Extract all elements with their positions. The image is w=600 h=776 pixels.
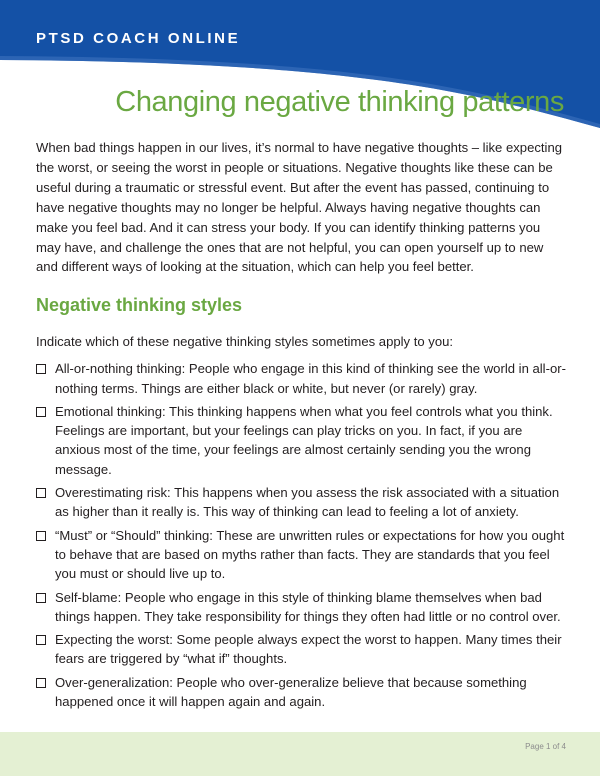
checkbox-icon[interactable]	[36, 531, 46, 541]
checklist-item-text: All-or-nothing thinking: People who engage in this kind of thinking see the world in all-or-nothing terms. Things are either black or white, but never (or rarely) gray.	[55, 361, 566, 396]
checkbox-icon[interactable]	[36, 635, 46, 645]
page-number: Page 1 of 4	[525, 742, 566, 751]
checklist-item-text: Over-generalization: People who over-generalize believe that because something happened once it will happen again and again.	[55, 674, 527, 709]
header-banner	[0, 0, 600, 140]
checklist-item-text: Expecting the worst: Some people always expect the worst to happen. Many times their fears are triggered by “what if” thoughts.	[55, 632, 562, 667]
checkbox-icon[interactable]	[36, 488, 46, 498]
footer-band	[0, 732, 600, 776]
checklist-item-text: Emotional thinking: This thinking happens when what you feel controls what you think. Feelings are important, but your feelings can play tricks on you. In fact, if you are anxious most of the time, your feelings are almost certainly sending you the wrong message.	[55, 403, 553, 477]
checklist-item-emotional-thinking	[36, 402, 566, 479]
section-lead: Indicate which of these negative thinking styles sometimes apply to you:	[36, 334, 454, 350]
section-heading: Negative thinking styles	[36, 295, 243, 316]
checklist-item-all-or-nothing	[36, 359, 566, 398]
checkbox-icon[interactable]	[36, 364, 46, 374]
checklist-item-text: Self-blame: People who engage in this style of thinking blame themselves when bad things happen. They take responsibility for things they often had little or no control over.	[55, 589, 561, 624]
checkbox-icon[interactable]	[36, 593, 46, 603]
checklist-item-text: Overestimating risk: This happens when you assess the risk associated with a situation as higher than it really is. This way of thinking can lead to feeling a lot of anxiety.	[55, 485, 560, 520]
intro-paragraph: When bad things happen in our lives, it’s normal to have negative thoughts – like expecting the worst, or seeing the worst in people or situations. Negative thoughts like these can be useful during a traumatic or stressful event. But after the event has passed, continuing to have negative thoughts may no longer be helpful. Always having negative thoughts can make you feel bad. And it can stress your body. If you can identify thinking patterns you may have, and challenge the ones that are not helpful, you can open yourself up to new and different ways of looking at the situation, which can help you feel better.	[36, 140, 563, 275]
checklist-item-over-generalization	[36, 673, 566, 712]
thinking-styles-checklist	[36, 359, 566, 711]
checklist-item-text: “Must” or “Should” thinking: These are unwritten rules or expectations for how you ought to behave that are based on myths rather than facts. They are standards that you feel you must or should live up to.	[55, 527, 565, 582]
checklist-item-must-should	[36, 526, 566, 584]
brand-name: PTSD COACH ONLINE	[36, 30, 241, 47]
checklist-item-overestimating-risk	[36, 483, 566, 522]
checkbox-icon[interactable]	[36, 407, 46, 417]
checkbox-icon[interactable]	[36, 678, 46, 688]
page-title: Changing negative thinking patterns	[115, 86, 564, 118]
checklist-item-expecting-worst	[36, 630, 566, 669]
main-content	[36, 138, 566, 715]
checklist-item-self-blame	[36, 588, 566, 627]
